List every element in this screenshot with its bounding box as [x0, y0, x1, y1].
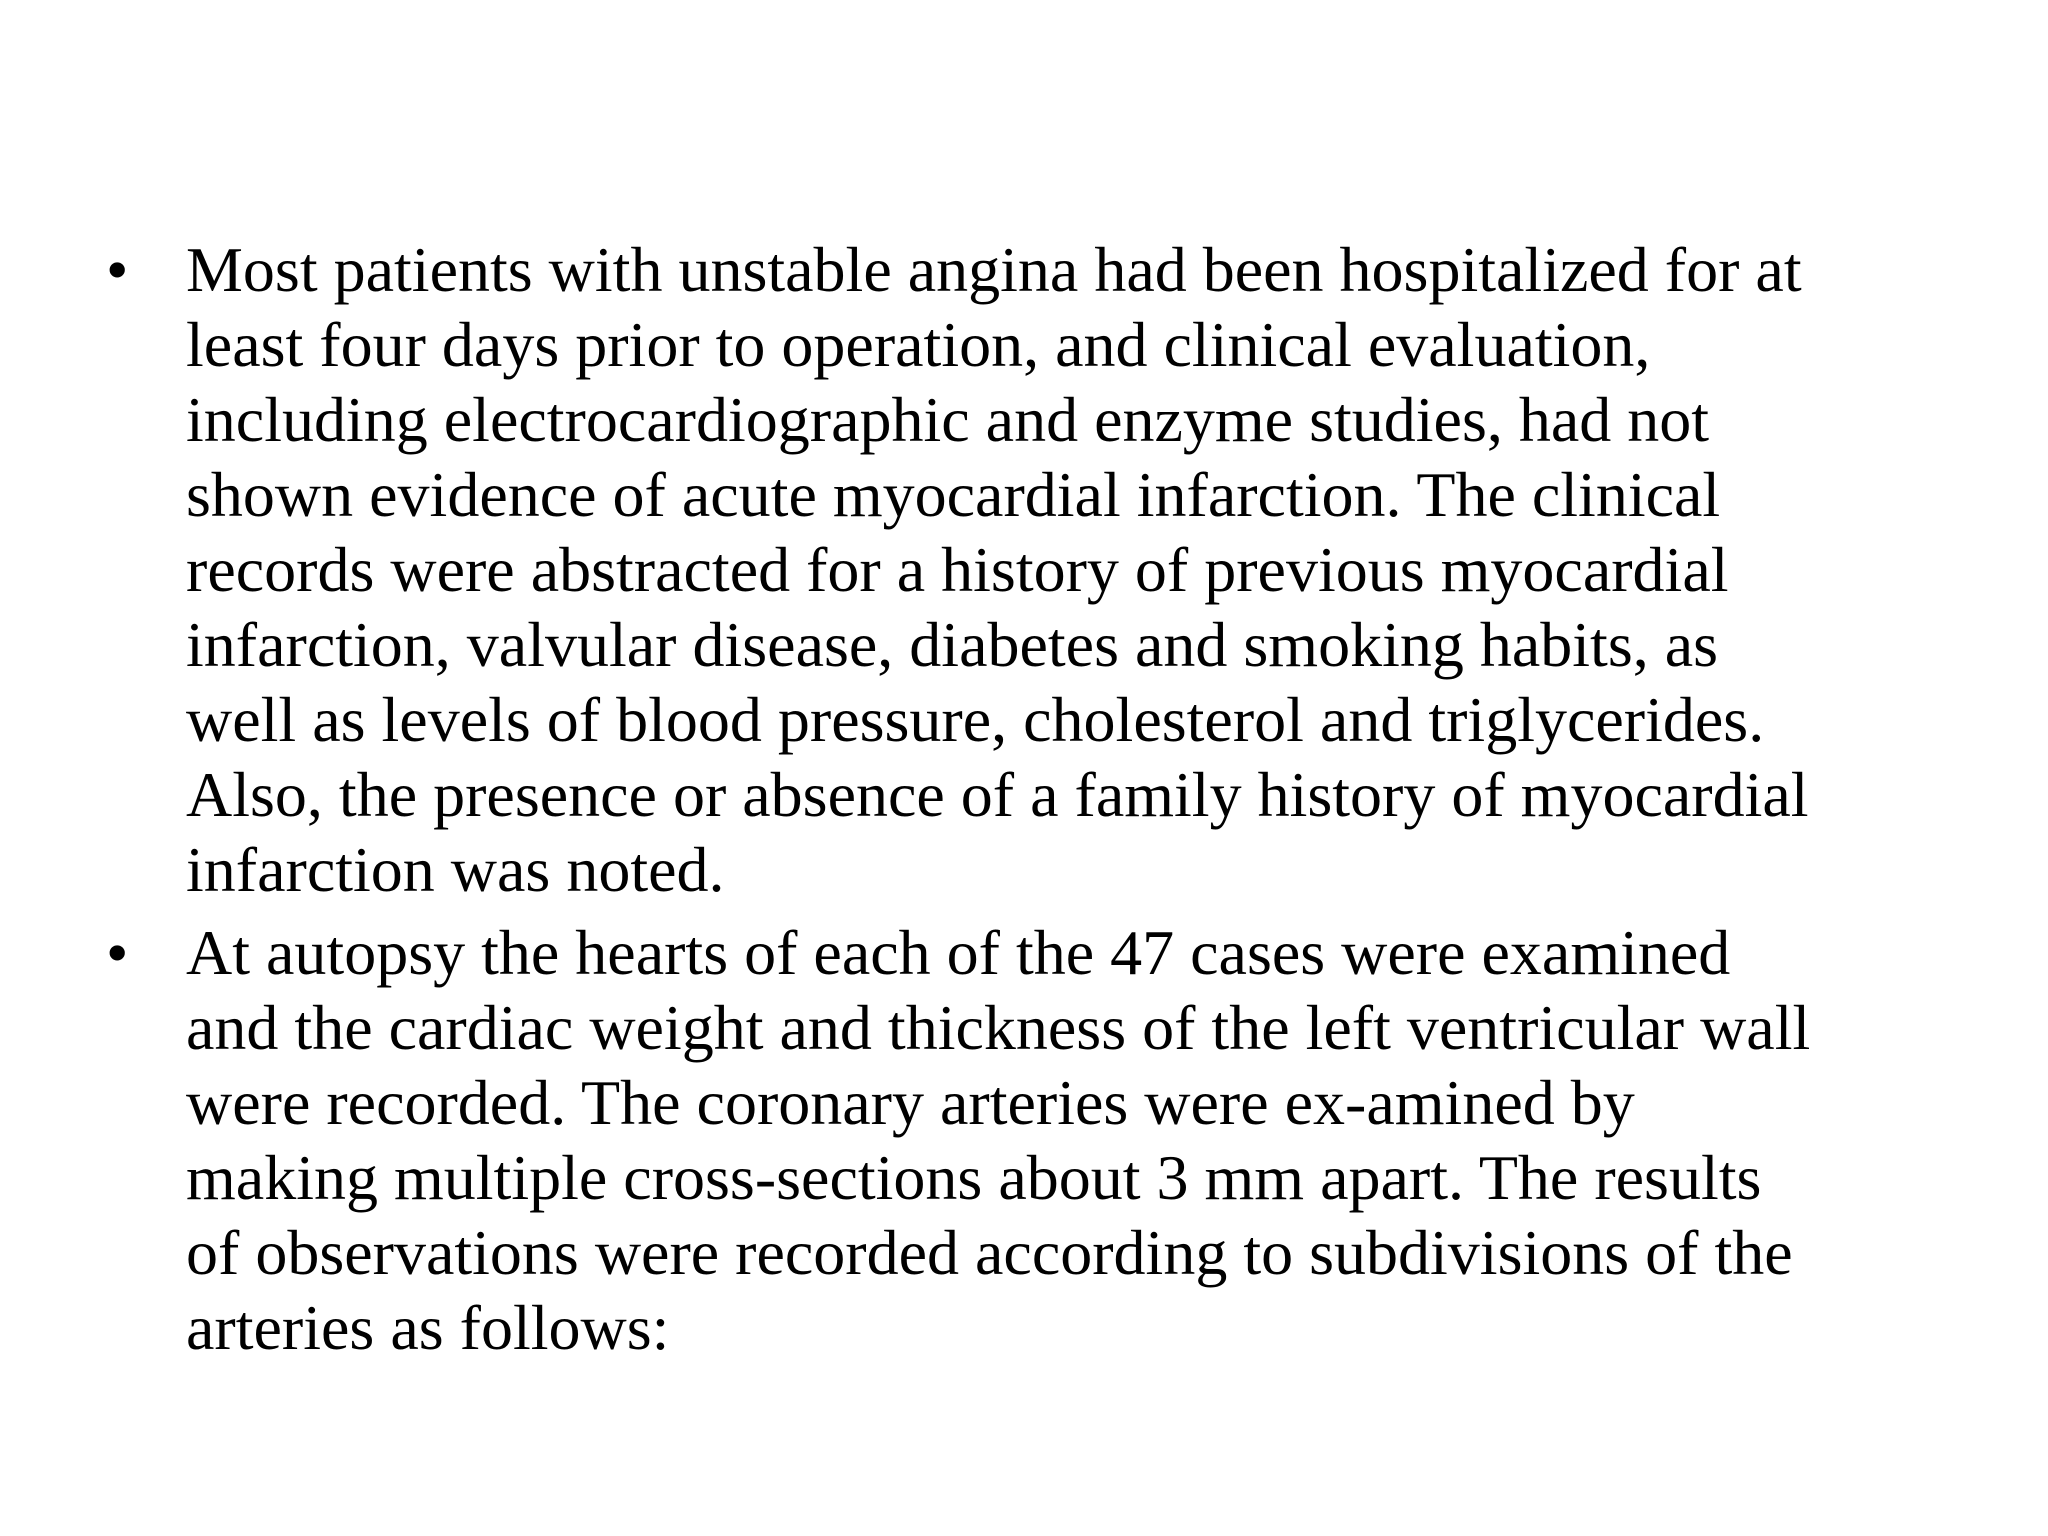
bullet-item	[106, 232, 1986, 907]
bullet-text: Most patients with unstable angina had been hospitalized for at least four days prior to operation, and clinical evaluation, including electrocardiographic and enzyme studies, had not shown evidence of acute myocardial infarction. The clinical records were abstracted for a history of previous myocardial infarction, valvular disease, diabetes and smoking habits, as well as levels of blood pressure, cholesterol and triglycerides. Also, the presence or absence of a family history of myocardial infarction was noted.	[186, 234, 1809, 905]
bullet-list	[106, 232, 1986, 1373]
bullet-item	[106, 915, 1986, 1365]
bullet-marker: •	[106, 917, 129, 988]
bullet-text: At autopsy the hearts of each of the 47 cases were examined and the cardiac weight and thickness of the left ventricular wall were recorded. The coronary arteries were ex-amined by making multiple cross-sections about 3 mm apart. The results of observations were recorded according to subdivisions of the arteries as follows:	[186, 917, 1811, 1363]
bullet-marker: •	[106, 234, 129, 305]
